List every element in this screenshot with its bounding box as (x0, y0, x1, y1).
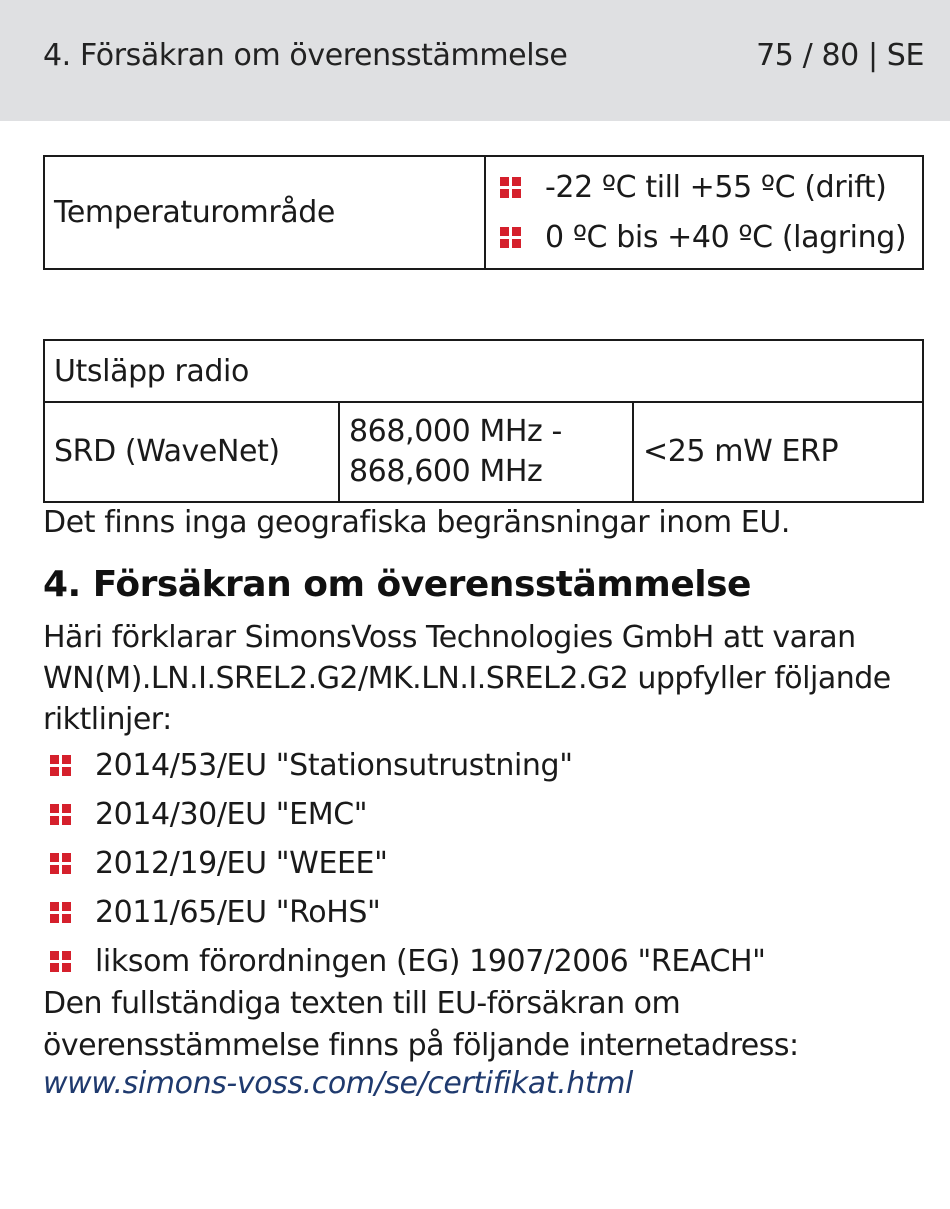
frequency-line: 868,600 MHz (349, 454, 543, 489)
list-item (50, 790, 766, 839)
bullet-icon (50, 853, 71, 874)
certificate-link[interactable]: www.simons-voss.com/se/certifikat.html (43, 1066, 633, 1101)
geographic-note: Det finns inga geografiska begränsningar inom EU. (43, 505, 791, 540)
radio-table-header: Utsläpp radio (44, 340, 923, 402)
closing-paragraph: Den fullständiga texten till EU-försäkran om överensstämmelse finns på följande internetadress: (43, 986, 799, 1063)
list-item (50, 839, 766, 888)
radio-power-cell: <25 mW ERP (633, 402, 923, 502)
directive-text: 2014/53/EU "Stationsutrustning" (95, 748, 573, 783)
temperature-operation: -22 ºC till +55 ºC (drift) (545, 170, 887, 205)
section-heading: 4. Försäkran om överensstämmelse (43, 564, 751, 605)
directive-text: 2012/19/EU "WEEE" (95, 846, 388, 881)
radio-emission-table (43, 339, 924, 503)
bullet-icon (50, 902, 71, 923)
radio-name-cell: SRD (WaveNet) (44, 402, 339, 502)
frequency-line: 868,000 MHz - (349, 414, 562, 449)
bullet-icon (500, 227, 521, 248)
radio-frequency-cell (339, 402, 633, 502)
directive-list (50, 741, 766, 986)
temperature-values (485, 156, 923, 269)
header-title: 4. Försäkran om överensstämmelse (43, 38, 568, 73)
temperature-value-item (500, 213, 922, 263)
header-page-number: 75 / 80 | SE (756, 38, 924, 73)
list-item (50, 937, 766, 986)
bullet-icon (50, 804, 71, 825)
directive-text: liksom förordningen (EG) 1907/2006 "REACH" (95, 944, 766, 979)
page-header (0, 0, 950, 121)
list-item (50, 741, 766, 790)
temperature-table (43, 155, 924, 270)
temperature-label: Temperaturområde (44, 156, 485, 269)
directive-text: 2011/65/EU "RoHS" (95, 895, 381, 930)
temperature-storage: 0 ºC bis +40 ºC (lagring) (545, 220, 907, 255)
list-item (50, 888, 766, 937)
bullet-icon (500, 177, 521, 198)
intro-paragraph: Häri förklarar SimonsVoss Technologies GmbH att varan WN(M).LN.I.SREL2.G2/MK.LN.I.SREL2.G2 uppfyller följande riktlinjer: (43, 620, 891, 737)
directive-text: 2014/30/EU "EMC" (95, 797, 368, 832)
temperature-value-item (500, 163, 922, 213)
bullet-icon (50, 951, 71, 972)
bullet-icon (50, 755, 71, 776)
